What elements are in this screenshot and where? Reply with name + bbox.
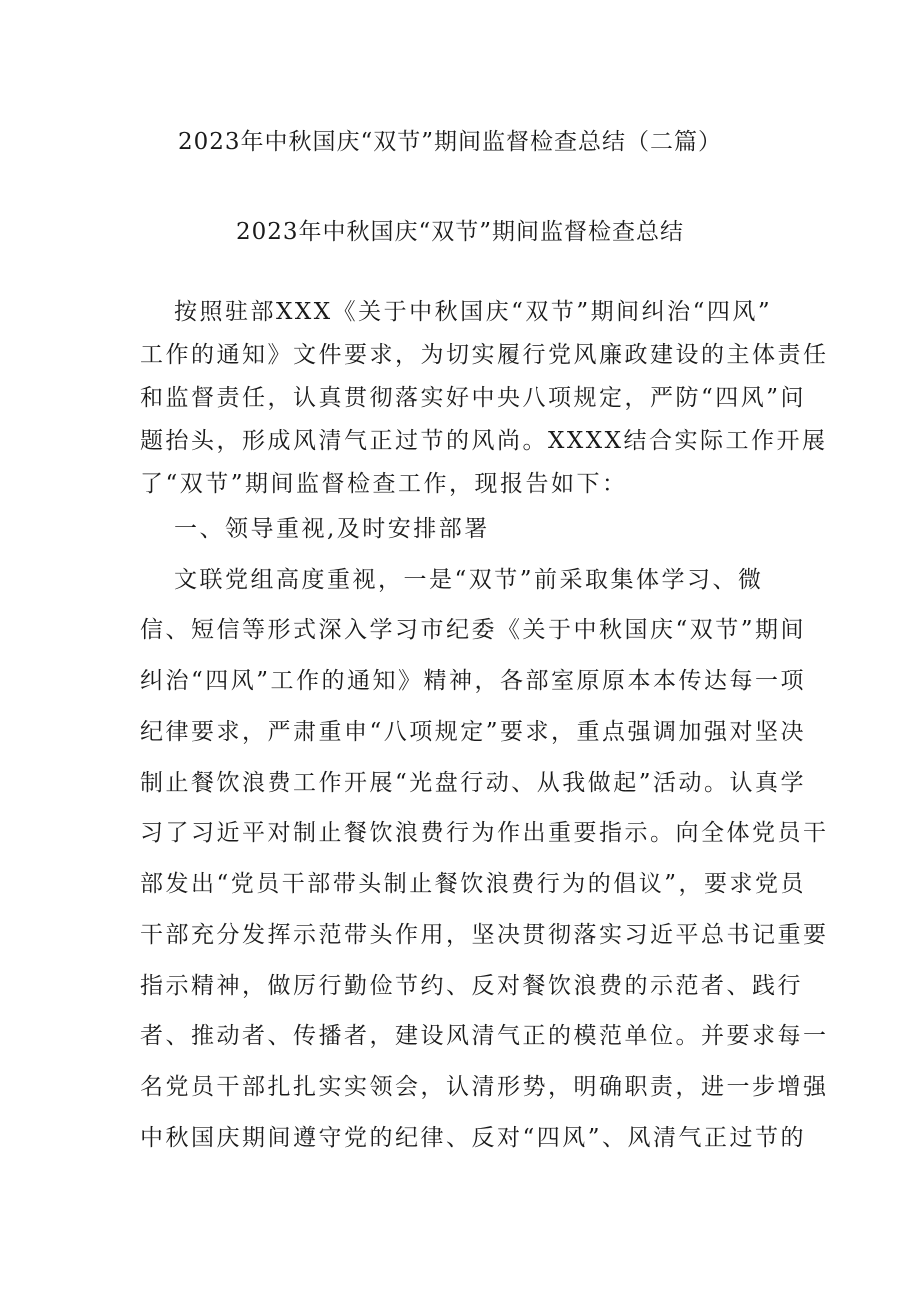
paragraph-line: 纪律要求，严肃重申“八项规定”要求，重点强调加强对坚决	[140, 719, 807, 745]
document-title: 2023年中秋国庆“双节”期间监督检查总结（二篇）	[177, 129, 723, 155]
paragraph-line: 习了习近平对制止餐饮浪费行为作出重要指示。向全体党员干	[140, 820, 829, 846]
paragraph-line: 纠治“四风”工作的通知》精神，各部室原原本本传达每一项	[140, 668, 807, 694]
paragraph-line: 题抬头，形成风清气正过节的风尚。XXXX结合实际工作开展	[140, 428, 828, 454]
paragraph-line: 名党员干部扎扎实实领会，认清形势，明确职责，进一步增强	[140, 1074, 829, 1100]
paragraph-line: 信、短信等形式深入学习市纪委《关于中秋国庆“双节”期间	[140, 617, 807, 643]
paragraph-line: 和监督责任，认真贯彻落实好中央八项规定，严防“四风”问	[140, 385, 807, 411]
paragraph-line: 文联党组高度重视，一是“双节”前采取集体学习、微	[174, 567, 764, 593]
paragraph-line: 中秋国庆期间遵守党的纪律、反对“四风”、风清气正过节的	[140, 1125, 807, 1151]
paragraph-line: 部发出“党员干部带头制止餐饮浪费行为的倡议”，要求党员	[140, 871, 807, 897]
paragraph-line: 工作的通知》文件要求，为切实履行党风廉政建设的主体责任	[140, 342, 829, 368]
section-title: 2023年中秋国庆“双节”期间监督检查总结	[235, 219, 685, 245]
paragraph-line: 指示精神，做厉行勤俭节约、反对餐饮浪费的示范者、践行	[140, 973, 803, 999]
paragraph-line: 者、推动者、传播者，建设风清气正的模范单位。并要求每一	[140, 1023, 829, 1049]
paragraph-line: 干部充分发挥示范带头作用，坚决贯彻落实习近平总书记重要	[140, 922, 829, 948]
paragraph-line: 了“双节”期间监督检查工作，现报告如下：	[140, 471, 628, 497]
paragraph-line: 制止餐饮浪费工作开展“光盘行动、从我做起”活动。认真学	[140, 770, 807, 796]
paragraph-line: 按照驻部XXX《关于中秋国庆“双节”期间纠治“四风”	[174, 299, 773, 325]
section-heading: 一、领导重视,及时安排部署	[174, 516, 490, 542]
